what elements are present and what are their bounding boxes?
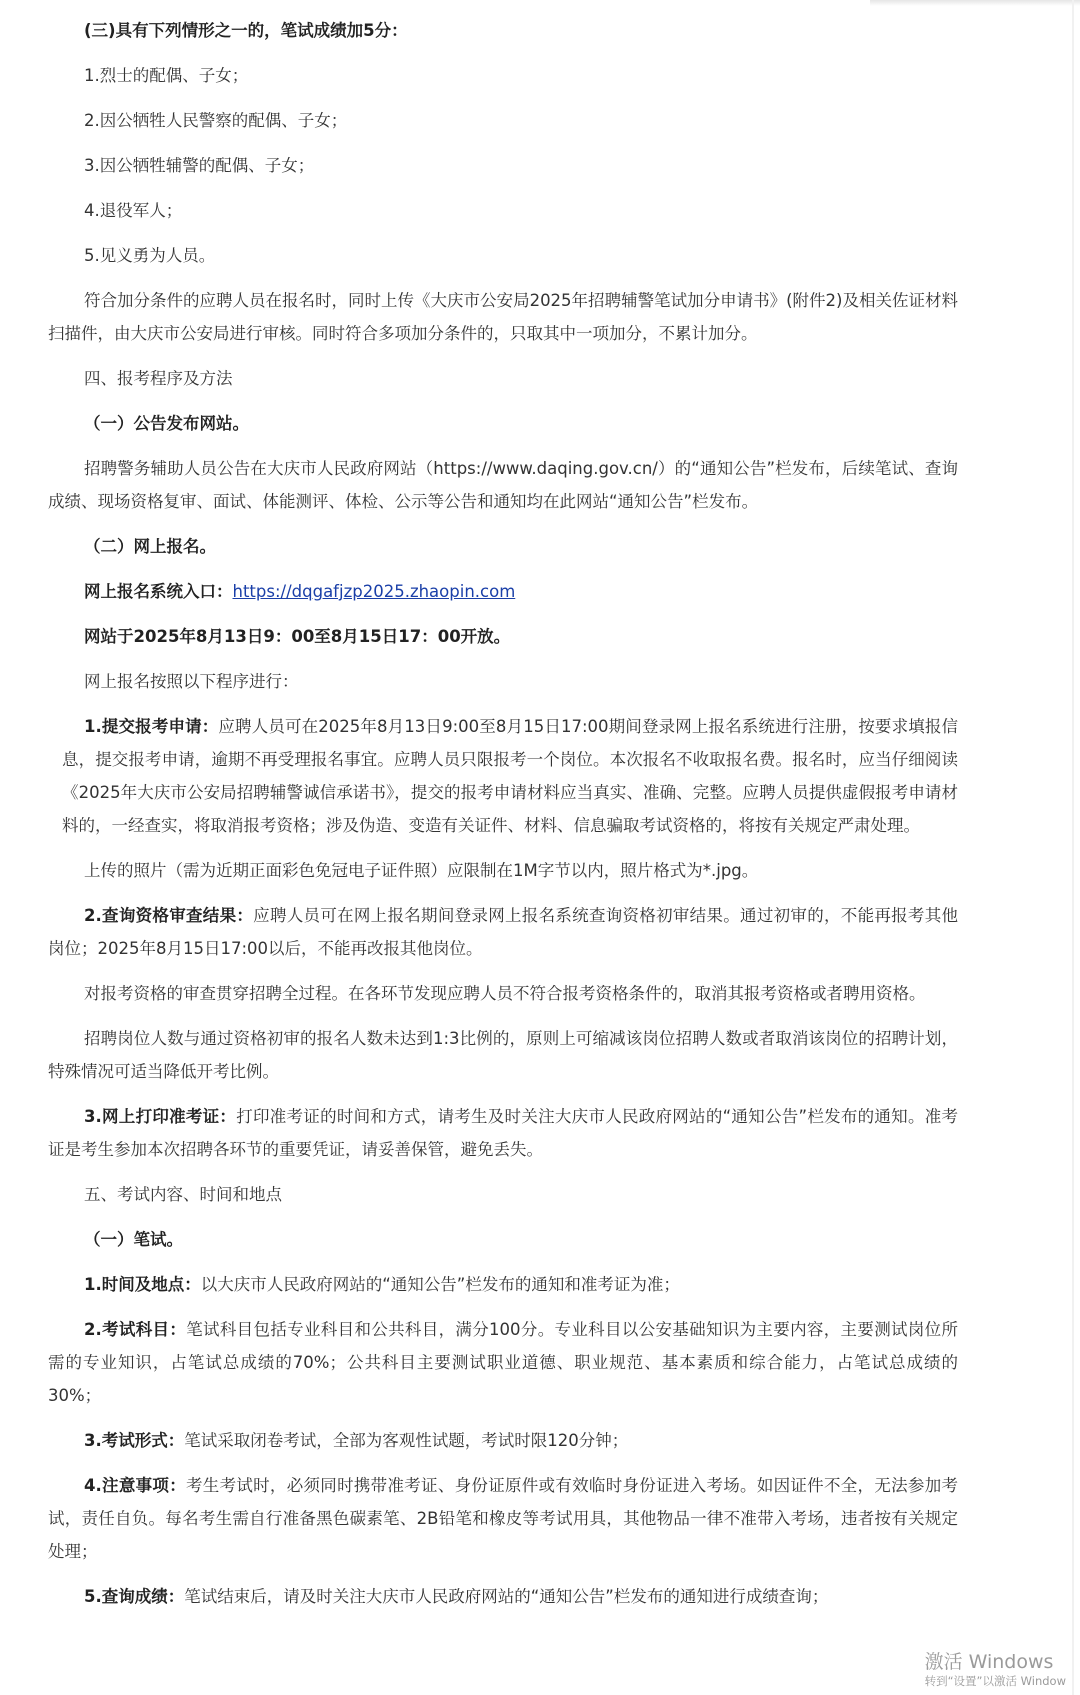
step-1-text: 应聘人员可在2025年8月13日9:00至8月15日17:00期间登录网上报名系统进行注册，按要求填报信息，提交报考申请，逾期不再受理报名事宜。应聘人员只限报考一个岗位。本次报名不收取报名费。报名时，应当仔细阅读《2025年大庆市公安局招聘辅警诚信承诺书》，提交的报考申请材料应当真实、准确、完整。应聘人员提供虚假报考申请材料的，一经查实，将取消报考资格；涉及伪造、变造有关证件、材料、信息骗取考试资格的，将按有关规定严肃处理。 [62, 717, 958, 835]
windows-activation-watermark [925, 1650, 1066, 1689]
exam-item-5 [48, 1580, 958, 1613]
article-content [48, 14, 958, 1625]
watermark-line-1: 激活 Windows [924, 1651, 1054, 1673]
exam-item-4-label: 4.注意事项： [84, 1476, 186, 1495]
exam-item-4-text: 考生考试时，必须同时携带准考证、身份证原件或有效临时身份证进入考场。如因证件不全，无法参加考试，责任自负。每名考生需自行准备黑色碳素笔、2B铅笔和橡皮等考试用具，其他物品一律不准带入考场，违者按有关规定处理； [48, 1476, 958, 1561]
watermark-line-2: 转到“设置”以激活 Window [924, 1674, 1066, 1688]
step-1 [48, 710, 958, 842]
bonus-item: 4.退役军人； [84, 201, 183, 220]
bonus-heading: (三)具有下列情形之一的，笔试成绩加5分： [84, 21, 408, 40]
exam-item-3-text: 笔试采取闭卷考试，全部为客观性试题，考试时限120分钟； [184, 1431, 629, 1450]
exam-item-4 [48, 1469, 958, 1568]
section-5-sub-1: （一）笔试。 [84, 1230, 183, 1249]
exam-item-3-label: 3.考试形式： [84, 1431, 185, 1450]
procedure-intro: 网上报名按照以下程序进行： [84, 672, 299, 691]
registration-link[interactable]: https://dqgafjzp2025.zhaopin.com [232, 582, 516, 601]
section-5-title: 五、考试内容、时间和地点 [84, 1185, 282, 1204]
section-4-sub-2: （二）网上报名。 [84, 537, 216, 556]
step-2 [48, 899, 958, 965]
exam-item-1 [48, 1268, 958, 1301]
exam-item-5-label: 5.查询成绩： [84, 1587, 185, 1606]
review-note: 对报考资格的审查贯穿招聘全过程。在各环节发现应聘人员不符合报考资格条件的，取消其报考资格或者聘用资格。 [84, 984, 926, 1003]
bonus-item: 5.见义勇为人员。 [84, 246, 216, 265]
step-3-text: 打印准考证的时间和方式，请考生及时关注大庆市人民政府网站的“通知公告”栏发布的通知。准考证是考生参加本次招聘各环节的重要凭证，请妥善保管，避免丢失。 [48, 1107, 958, 1159]
exam-item-1-text: 以大庆市人民政府网站的“通知公告”栏发布的通知和准考证为准； [200, 1275, 680, 1294]
bonus-item: 1.烈士的配偶、子女； [84, 66, 249, 85]
ratio-note: 招聘岗位人数与通过资格初审的报名人数未达到1:3比例的，原则上可缩减该岗位招聘人数或者取消该岗位的招聘计划，特殊情况可适当降低开考比例。 [48, 1029, 958, 1081]
registration-entry [48, 575, 958, 608]
exam-item-2-label: 2.考试科目： [84, 1320, 187, 1339]
exam-item-1-label: 1.时间及地点： [84, 1275, 201, 1294]
bonus-item: 3.因公牺牲辅警的配偶、子女； [84, 156, 315, 175]
top-shadow [870, 0, 1080, 6]
right-border [1072, 0, 1074, 1695]
step-3-label: 3.网上打印准考证： [84, 1107, 237, 1126]
step-2-label: 2.查询资格审查结果： [84, 906, 254, 925]
exam-item-2 [48, 1313, 958, 1412]
step-3 [48, 1100, 958, 1166]
step-2-text: 应聘人员可在网上报名期间登录网上报名系统查询资格初审结果。通过初审的，不能再报考其他岗位；2025年8月15日17:00以后，不能再改报其他岗位。 [48, 906, 959, 958]
section-4-sub-1: （一）公告发布网站。 [84, 414, 249, 433]
exam-item-5-text: 笔试结束后，请及时关注大庆市人民政府网站的“通知公告”栏发布的通知进行成绩查询； [184, 1587, 829, 1606]
open-time: 网站于2025年8月13日9：00至8月15日17：00开放。 [84, 627, 511, 646]
step-1-label: 1.提交报考申请： [84, 717, 219, 736]
exam-item-3 [48, 1424, 958, 1457]
bonus-item: 2.因公牺牲人民警察的配偶、子女； [84, 111, 348, 130]
section-4-title: 四、报考程序及方法 [84, 369, 233, 388]
registration-entry-label: 网上报名系统入口： [84, 582, 233, 601]
photo-note: 上传的照片（需为近期正面彩色免冠电子证件照）应限制在1M字节以内，照片格式为*.jpg。 [84, 861, 759, 880]
announcement-site-text: 招聘警务辅助人员公告在大庆市人民政府网站（https://www.daqing.gov.cn/）的“通知公告”栏发布，后续笔试、查询成绩、现场资格复审、面试、体能测评、体检、公示等公告和通知均在此网站“通知公告”栏发布。 [48, 459, 958, 511]
exam-item-2-text: 笔试科目包括专业科目和公共科目，满分100分。专业科目以公安基础知识为主要内容，主要测试岗位所需的专业知识，占笔试总成绩的70%；公共科目主要测试职业道德、职业规范、基本素质和综合能力，占笔试总成绩的30%； [48, 1320, 958, 1405]
bonus-note: 符合加分条件的应聘人员在报名时，同时上传《大庆市公安局2025年招聘辅警笔试加分申请书》(附件2)及相关佐证材料扫描件，由大庆市公安局进行审核。同时符合多项加分条件的，只取其中一项加分，不累计加分。 [48, 291, 958, 343]
